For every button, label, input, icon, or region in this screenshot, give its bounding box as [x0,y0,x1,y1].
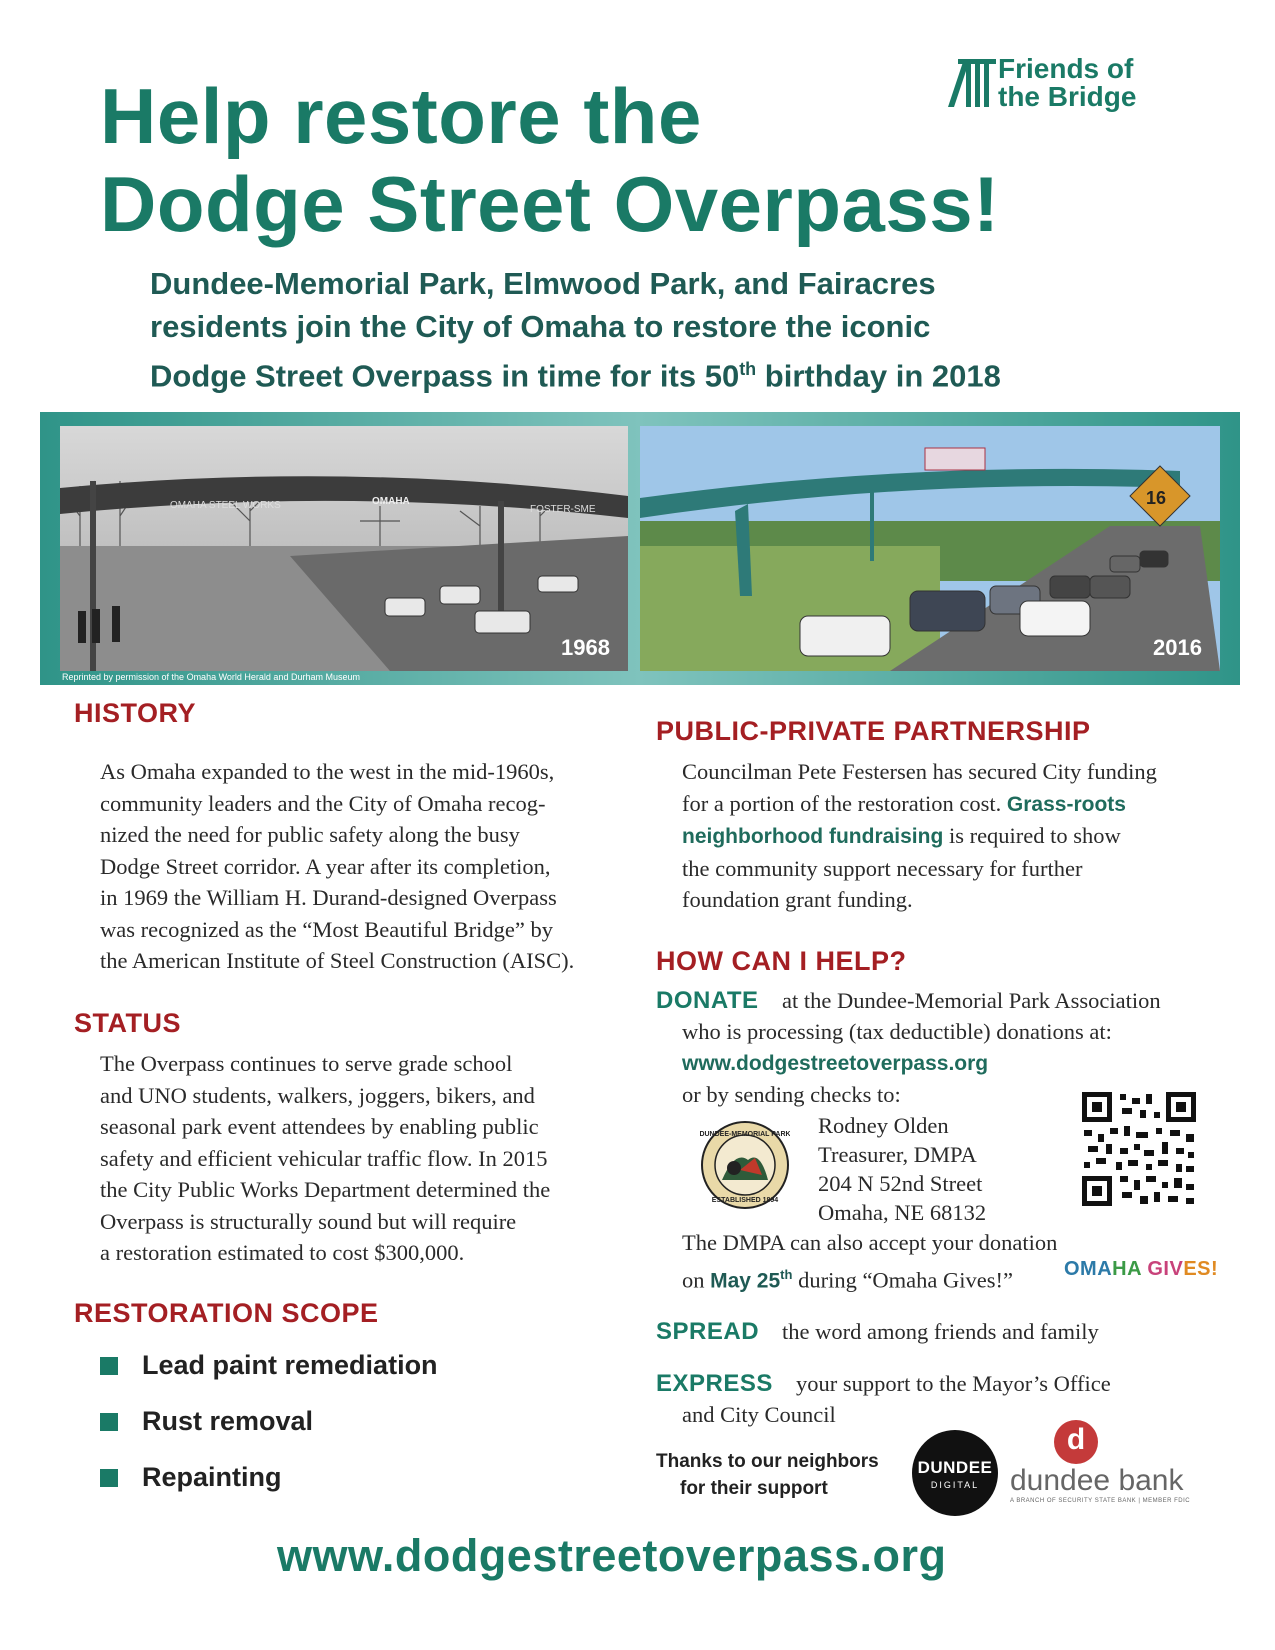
donate-url-link[interactable]: www.dodgestreetoverpass.org [682,1052,989,1075]
mailing-address: Rodney Olden Treasurer, DMPA 204 N 52nd Street Omaha, NE 68132 [818,1113,987,1225]
footer-url-link[interactable]: www.dodgestreetoverpass.org [277,1530,947,1581]
logo-line1: Friends of [998,53,1134,84]
qr-code[interactable] [1082,1092,1196,1211]
history-text: As Omaha expanded to the west in the mid-1960s, community leaders and the City of Omaha recog- nized the need for public safety along the busy Dodge Street corridor. A year after its completion, in 1969 the William H. Durand-designed Overpass was recognized as the “Most Beautiful Bridge” by the American Institute of Steel Construction (AISC). [100,759,575,973]
donate-label: DONATE [656,987,759,1014]
dundee-bank-icon: d [1054,1420,1098,1464]
spread-text: the word among friends and family [782,1319,1099,1344]
svg-text:ESTABLISHED 1894: ESTABLISHED 1894 [711,1197,779,1204]
subtitle-line2: residents join the City of Omaha to restore the iconic [150,309,931,344]
donate-line3: or by sending checks to: [682,1082,901,1107]
title-line1: Help restore the [100,72,702,160]
status-heading: STATUS [74,1008,181,1038]
subtitle [150,262,1001,397]
old-sign-1: OMAHA STEEL WORKS [170,500,281,511]
bullet-icon [100,1469,118,1487]
spread-label: SPREAD [656,1318,760,1345]
donate-line2: who is processing (tax deductible) donations at: [682,1019,1112,1044]
history-heading: HISTORY [74,698,197,728]
photo-1968 [60,426,628,671]
partnership-text: Councilman Pete Festersen has secured City funding for a portion of the restoration cost. Grass-roots neighborhood fundraising is required to show the community support necessary for further foundation grant funding. [682,759,1157,912]
dmpa-seal [700,1120,790,1215]
thanks-text: Thanks to our neighbors for their support [656,1451,879,1499]
scope-item: Rust removal [100,1406,313,1437]
bullet-icon [100,1413,118,1431]
page-title [100,72,1000,248]
express-text: your support to the Mayor’s Office [796,1371,1111,1396]
scope-item: Lead paint remediation [100,1350,438,1381]
year-1968: 1968 [561,635,610,660]
photo-2016 [640,426,1220,671]
partnership-heading: PUBLIC-PRIVATE PARTNERSHIP [656,716,1091,746]
scope-item: Repainting [100,1462,282,1493]
logo-line2: the Bridge [998,81,1137,112]
scope-heading: RESTORATION SCOPE [74,1298,379,1328]
express-label: EXPRESS [656,1370,773,1397]
year-2016: 2016 [1153,635,1202,660]
express-line2: and City Council [682,1402,836,1427]
svg-text:DUNDEE-MEMORIAL PARK: DUNDEE-MEMORIAL PARK [700,1131,790,1138]
bullet-icon [100,1357,118,1375]
photo-band [40,412,1240,685]
old-sign-3: FOSTER-SME [530,504,596,515]
donate-text: at the Dundee-Memorial Park Association [782,988,1161,1013]
qr-code-icon [1082,1092,1196,1206]
subtitle-line3: Dodge Street Overpass in time for its 50th birthday in 2018 [150,358,1001,394]
dundee-bank-logo: d dundee bank A BRANCH OF SECURITY STATE BANK | MEMBER FDIC [1010,1420,1210,1504]
omaha-gives-logo: OMAHA GIVES! [1064,1258,1219,1280]
status-text: The Overpass continues to serve grade school and UNO students, walkers, joggers, bikers, and seasonal park event attendees by enabling public safety and efficient vehicular traffic flow. In 2015 the City Public Works Department determined the Overpass is structurally sound but will require a restoration estimated to cost $300,000. [100,1051,551,1265]
svg-text:16: 16 [1146,488,1167,508]
dundee-digital-logo: DUNDEE DIGITAL [912,1430,998,1516]
photo-caption: Reprinted by permission of the Omaha World Herald and Durham Museum [62,672,360,682]
old-sign-2: OMAHA [372,496,410,507]
friends-of-the-bridge-logo [998,55,1136,111]
help-heading: HOW CAN I HELP? [656,946,907,976]
dmpa-seal-icon [700,1120,790,1210]
subtitle-line1: Dundee-Memorial Park, Elmwood Park, and Fairacres [150,266,936,301]
omaha-gives-text: The DMPA can also accept your donation on May 25th during “Omaha Gives!” [682,1230,1058,1292]
title-line2: Dodge Street Overpass! [100,160,1000,248]
